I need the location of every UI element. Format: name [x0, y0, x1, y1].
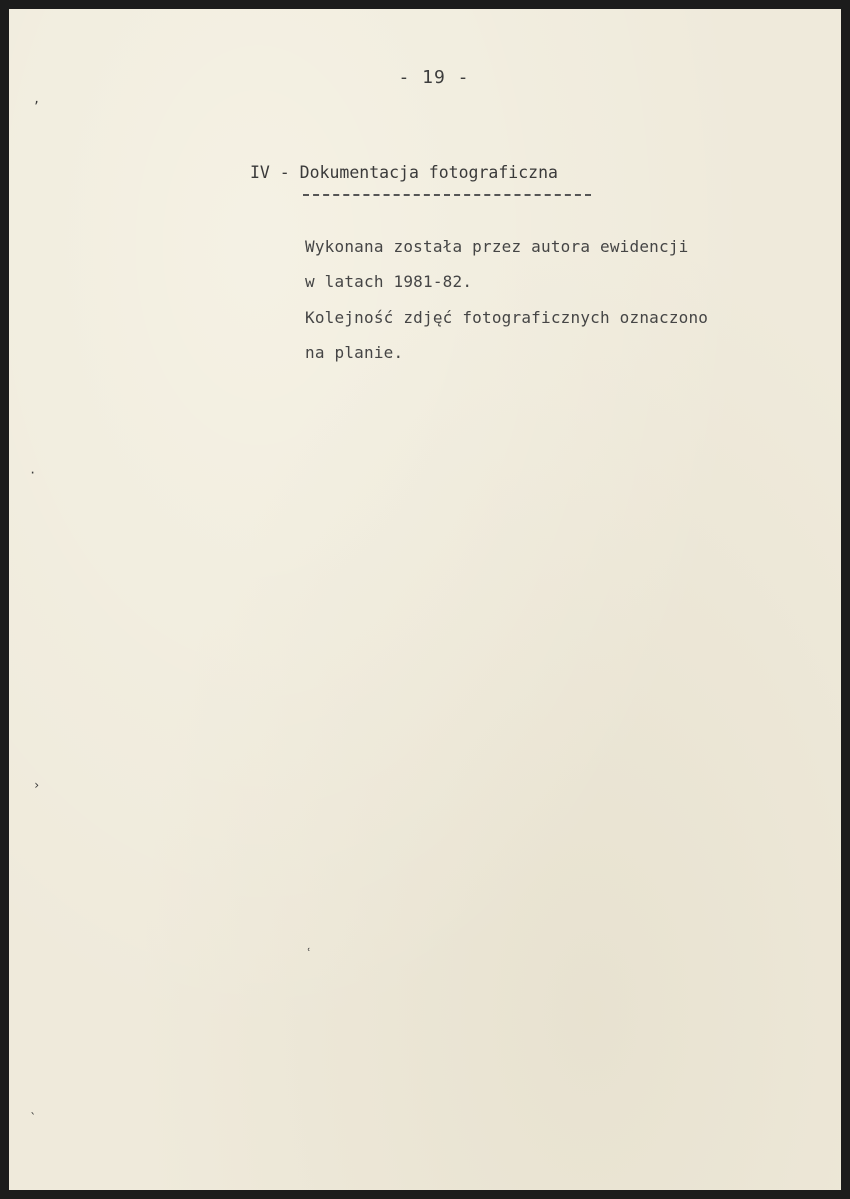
section-heading: IV - Dokumentacja fotograficzna [250, 163, 558, 182]
body-line: na planie. [305, 343, 404, 362]
paper-speck: ˎ [29, 1100, 37, 1114]
body-line: Kolejność zdjęć fotograficznych oznaczono [305, 308, 709, 327]
paper-speck: ʿ [305, 946, 313, 960]
body-line: Wykonana została przez autora ewidencji [305, 237, 689, 256]
heading-underline [303, 194, 591, 196]
paper-speck: , [33, 92, 41, 106]
body-line: w latach 1981-82. [305, 272, 473, 291]
paper-speck: › [33, 778, 41, 792]
paper-speck: · [29, 466, 37, 480]
page-number: - 19 - [398, 67, 470, 88]
